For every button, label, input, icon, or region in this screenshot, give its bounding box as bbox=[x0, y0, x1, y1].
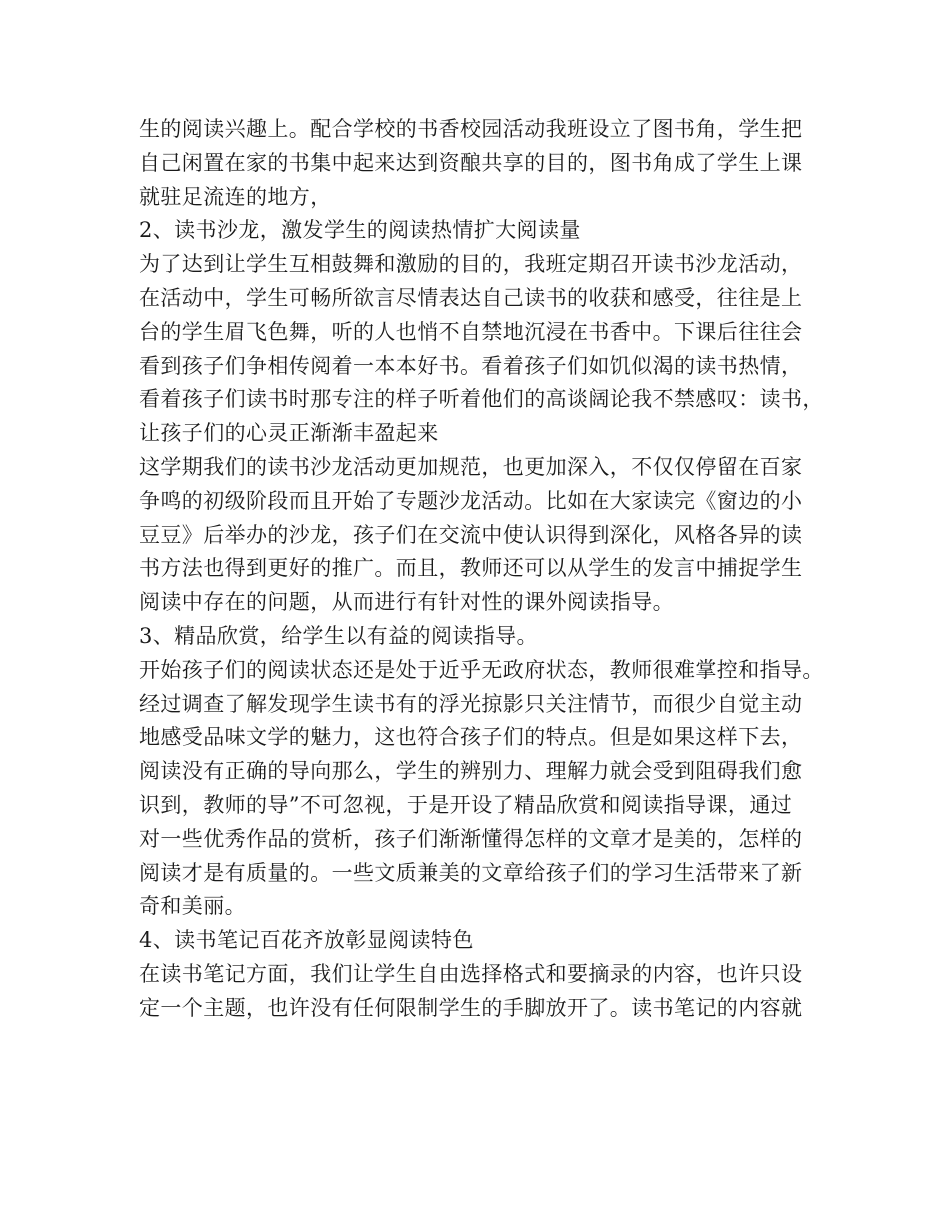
text-line: 对一些优秀作品的赏析，孩子们渐渐懂得怎样的文章才是美的，怎样的 bbox=[139, 826, 803, 851]
text-line: 看到孩子们争相传阅着一本本好书。看着孩子们如饥似渴的读书热情， bbox=[139, 353, 803, 378]
text-line: 书方法也得到更好的推广。而且，教师还可以从学生的发言中捕捉学生 bbox=[139, 556, 803, 581]
text-line: 经过调查了解发现学生读书有的浮光掠影只关注情节，而很少自觉主动 bbox=[139, 691, 803, 716]
text-line: 开始孩子们的阅读状态还是处于近乎无政府状态，教师很难掌控和指导。 bbox=[139, 657, 824, 682]
text-line: 阅读才是有质量的。一些文质兼美的文章给孩子们的学习生活带来了新 bbox=[139, 860, 803, 885]
text-line: 争鸣的初级阶段而且开始了专题沙龙活动。比如在大家读完《窗边的小 bbox=[139, 488, 803, 513]
section-heading: 3、精品欣赏，给学生以有益的阅读指导。 bbox=[139, 623, 538, 648]
document-body bbox=[139, 113, 839, 1026]
section-heading: 4、读书笔记百花齐放彰显阅读特色 bbox=[139, 928, 474, 953]
text-line: 阅读中存在的问题，从而进行有针对性的课外阅读指导。 bbox=[139, 590, 674, 615]
text-line: 在读书笔记方面，我们让学生自由选择格式和要摘录的内容，也许只设 bbox=[139, 961, 803, 986]
text-line: 看着孩子们读书时那专注的样子听着他们的高谈阔论我不禁感叹：读书， bbox=[139, 387, 824, 412]
text-line: 生的阅读兴趣上。配合学校的书香校园活动我班设立了图书角，学生把 bbox=[139, 117, 803, 141]
text-line: 豆豆》后举办的沙龙，孩子们在交流中使认识得到深化，风格各异的读 bbox=[139, 522, 803, 547]
text-line: 为了达到让学生互相鼓舞和激励的目的，我班定期召开读书沙龙活动， bbox=[139, 252, 803, 277]
text-line: 识到，教师的导”不可忽视，于是开设了精品欣赏和阅读指导课，通过 bbox=[139, 792, 793, 817]
text-line: 定一个主题，也许没有任何限制学生的手脚放开了。读书笔记的内容就 bbox=[139, 995, 803, 1020]
text-line: 这学期我们的读书沙龙活动更加规范，也更加深入，不仅仅停留在百家 bbox=[139, 454, 803, 479]
section-heading: 2、读书沙龙，激发学生的阅读热情扩大阅读量 bbox=[139, 218, 581, 243]
text-line: 让孩子们的心灵正渐渐丰盈起来 bbox=[139, 421, 439, 446]
text-line: 奇和美丽。 bbox=[139, 894, 246, 919]
text-line: 台的学生眉飞色舞，听的人也悄不自禁地沉浸在书香中。下课后往往会 bbox=[139, 319, 803, 344]
text-line: 自己闲置在家的书集中起来达到资酿共享的目的，图书角成了学生上课 bbox=[139, 150, 803, 175]
text-line: 在活动中，学生可畅所欲言尽情表达自己读书的收获和感受，往往是上 bbox=[139, 285, 803, 310]
text-line: 地感受品味文学的魅力，这也符合孩子们的特点。但是如果这样下去， bbox=[139, 725, 803, 750]
text-line: 就驻足流连的地方， bbox=[139, 184, 332, 209]
text-line: 阅读没有正确的导向那么，学生的辨别力、理解力就会受到阻碍我们愈 bbox=[139, 759, 803, 784]
